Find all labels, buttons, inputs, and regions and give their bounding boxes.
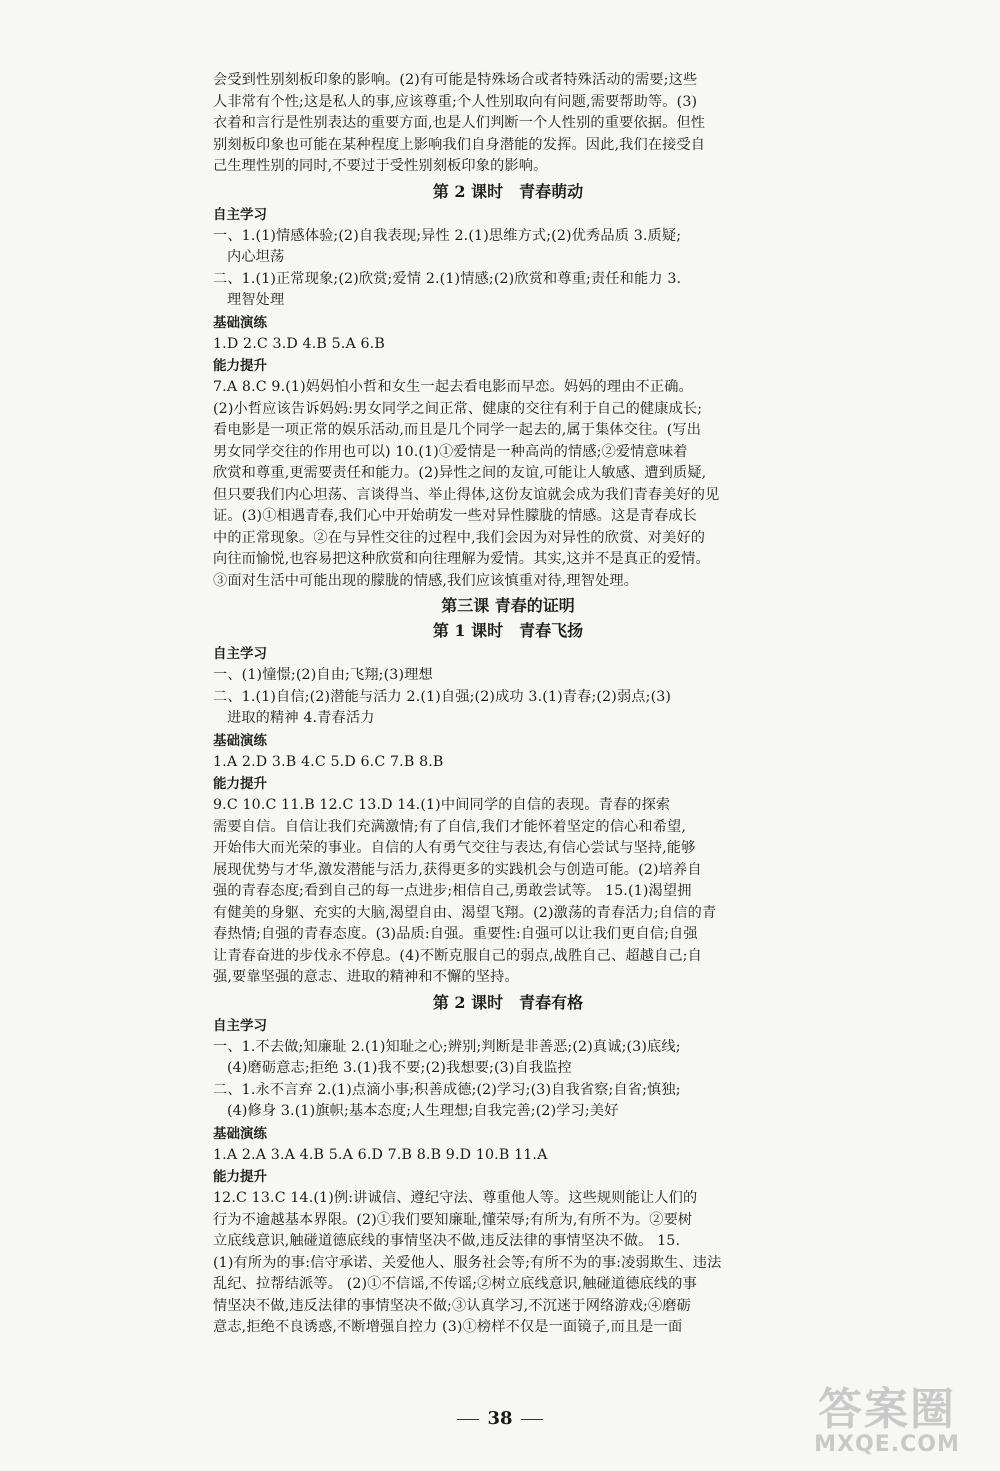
text-line: 强的青春态度;看到自己的每一点进步;相信自己,勇敢尝试等。 15.(1)渴望拥	[213, 883, 692, 899]
text-line: 展现优势与才华,激发潜能与活力,获得更多的实践机会与创造可能。(2)培养自	[213, 861, 702, 878]
text-line: (1)有所为的事:信守承诺、关爱他人、服务社会等;有所不为的事:凌弱欺生、违法	[213, 1254, 722, 1271]
text-line: 12.C 13.C 14.(1)例:讲诚信、遵纪守法、尊重他人等。这些规则能让人们的	[213, 1190, 698, 1206]
page-number: 38	[0, 1408, 1000, 1429]
section-heading-basic: 基础演练	[213, 732, 267, 749]
text-line: 内心坦荡	[227, 249, 285, 265]
text-line: 行为不逾越基本界限。(2)①我们要知廉耻,懂荣辱;有所为,有所不为。②要树	[213, 1211, 693, 1228]
text-line: (4)磨砺意志;拒绝 3.(1)我不要;(2)我想要;(3)自我监控	[227, 1060, 572, 1076]
text-line: 中的正常现象。②在与异性交往的过程中,我们会因为对异性的欣赏、对美好的	[213, 529, 706, 546]
lesson-title: 第 2 课时 青春有格	[432, 992, 584, 1012]
text-line: 证。(3)①相遇青春,我们心中开始萌发一些对异性朦胧的情感。这是青春成长	[213, 508, 698, 524]
watermark	[792, 1384, 982, 1457]
text-line: 有健美的身躯、充实的大脑,渴望自由、渴望飞翔。(2)激荡的青春活力;自信的青	[213, 904, 717, 921]
divider	[457, 1419, 479, 1420]
text-line: 情坚决不做,违反法律的事情坚决不做;③认真学习,不沉迷于网络游戏;④磨砺	[213, 1297, 691, 1314]
text-line: 开始伟大而光荣的事业。自信的人有勇气交往与表达,有信心尝试与坚持,能够	[213, 840, 696, 856]
answer-line: 1.D 2.C 3.D 4.B 5.A 6.B	[213, 335, 385, 352]
text-line: 一、1.(1)情感体验;(2)自我表现;异性 2.(1)思维方式;(2)优秀品质 3.质疑;	[213, 227, 682, 244]
intro-paragraph	[213, 70, 803, 178]
lesson-title: 第 2 课时 青春萌动	[432, 181, 584, 201]
text-line: ③面对生活中可能出现的朦胧的情感,我们应该慎重对待,理智处理。	[213, 572, 639, 589]
text-line: 但只要我们内心坦荡、言谈得当、举止得体,这份友谊就会成为我们青春美好的见	[213, 486, 720, 503]
section-heading-self-study: 自主学习	[213, 206, 267, 223]
text-line: 二、1.(1)自信;(2)潜能与活力 2.(1)自强;(2)成功 3.(1)青春;(2)弱点;(3)	[213, 688, 672, 705]
watermark-logo: 答案圈	[818, 1384, 956, 1435]
section-heading-basic: 基础演练	[213, 1125, 267, 1142]
text-line: (2)小哲应该告诉妈妈:男女同学之间正常、健康的交往有利于自己的健康成长;	[213, 400, 703, 417]
text-line: 人非常有个性;这是私人的事,应该尊重;个人性别取向有问题,需要帮助等。(3)	[213, 93, 698, 110]
text-line: 二、1.(1)正常现象;(2)欣赏;爱情 2.(1)情感;(2)欣赏和尊重;责任和能力 3.	[213, 270, 682, 287]
text-line: 会受到性别刻板印象的影响。(2)有可能是特殊场合或者特殊活动的需要;这些	[213, 72, 698, 88]
text-line: 9.C 10.C 11.B 12.C 13.D 14.(1)中间同学的自信的表现。青春的探索	[213, 797, 671, 813]
text-line: 乱纪、拉帮结派等。 (2)①不信谣,不传谣;②树立底线意识,触碰道德底线的事	[213, 1276, 697, 1292]
text-line: 强,要靠坚强的意志、进取的精神和不懈的坚持。	[213, 969, 519, 985]
section-heading-ability: 能力提升	[213, 776, 267, 792]
section-heading-self-study: 自主学习	[213, 1017, 267, 1034]
text-line: 别刻板印象也可能在某种程度上影响我们自身潜能的发挥。因此,我们在接受自	[213, 136, 706, 153]
section-heading-ability: 能力提升	[213, 1169, 267, 1185]
watermark-site: MXQE.COM	[814, 1432, 960, 1457]
text-line: 理智处理	[227, 292, 285, 308]
text-line: 欣赏和尊重,更需要责任和能力。(2)异性之间的友谊,可能让人敏感、遭到质疑,	[213, 465, 707, 481]
text-line: 让青春奋进的步伐永不停息。(4)不断克服自己的弱点,战胜自己、超越自己;自	[213, 947, 702, 964]
section-heading-self-study: 自主学习	[213, 646, 267, 662]
text-line: 需要自信。自信让我们充满激情;有了自信,我们才能怀着坚定的信心和希望,	[213, 818, 687, 835]
text-line: 男女同学交往的作用也可以) 10.(1)①爱情是一种高尚的情感;②爱情意味着	[213, 443, 688, 460]
text-line: 看电影是一项正常的娱乐活动,而且是几个同学一起去的,属于集体交往。(写出	[213, 422, 702, 438]
text-line: 衣着和言行是性别表达的重要方面,也是人们判断一个人性别的重要依据。但性	[213, 115, 706, 131]
answer-line: 1.A 2.D 3.B 4.C 5.D 6.C 7.B 8.B	[213, 753, 444, 770]
lesson-title: 第 1 课时 青春飞扬	[432, 621, 584, 640]
text-line: 二、1.永不言弃 2.(1)点滴小事;积善成德;(2)学习;(3)自我省察;自省;慎独;	[213, 1081, 681, 1098]
text-line: 向往而愉悦,也容易把这种欣赏和向往理解为爱情。其实,这并不是真正的爱情。	[213, 551, 710, 567]
text-line: 意志,拒绝不良诱惑,不断增强自控力 (3)①榜样不仅是一面镜子,而且是一面	[213, 1319, 683, 1335]
text-line: 春热情;自强的青春态度。(3)品质:自强。重要性:自强可以让我们更自信;自强	[213, 926, 698, 942]
text-line: (4)修身 3.(1)旗帜;基本态度;人生理想;自我完善;(2)学习;美好	[227, 1103, 619, 1119]
chapter-title: 第三课 青春的证明	[441, 596, 575, 615]
text-line: 己生理性别的同时,不要过于受性别刻板印象的影响。	[213, 158, 548, 174]
text-line: 一、1.不去做;知廉耻 2.(1)知耻之心;辨别;判断是非善恶;(2)真诚;(3)底线;	[213, 1038, 681, 1055]
text-line: 一、(1)憧憬;(2)自由;飞翔;(3)理想	[213, 667, 433, 683]
page-content	[213, 70, 803, 1339]
section-heading-basic: 基础演练	[213, 314, 267, 331]
text-line: 立底线意识,触碰道德底线的事情坚决不做,违反法律的事情坚决不做。 15.	[213, 1233, 681, 1249]
divider	[521, 1419, 543, 1420]
text-line: 7.A 8.C 9.(1)妈妈怕小哲和女生一起去看电影而早恋。妈妈的理由不正确。	[213, 379, 693, 395]
answer-line: 1.A 2.A 3.A 4.B 5.A 6.D 7.B 8.B 9.D 10.B 11.A	[213, 1146, 548, 1163]
section-heading-ability: 能力提升	[213, 358, 267, 374]
text-line: 进取的精神 4.青春活力	[227, 710, 375, 726]
